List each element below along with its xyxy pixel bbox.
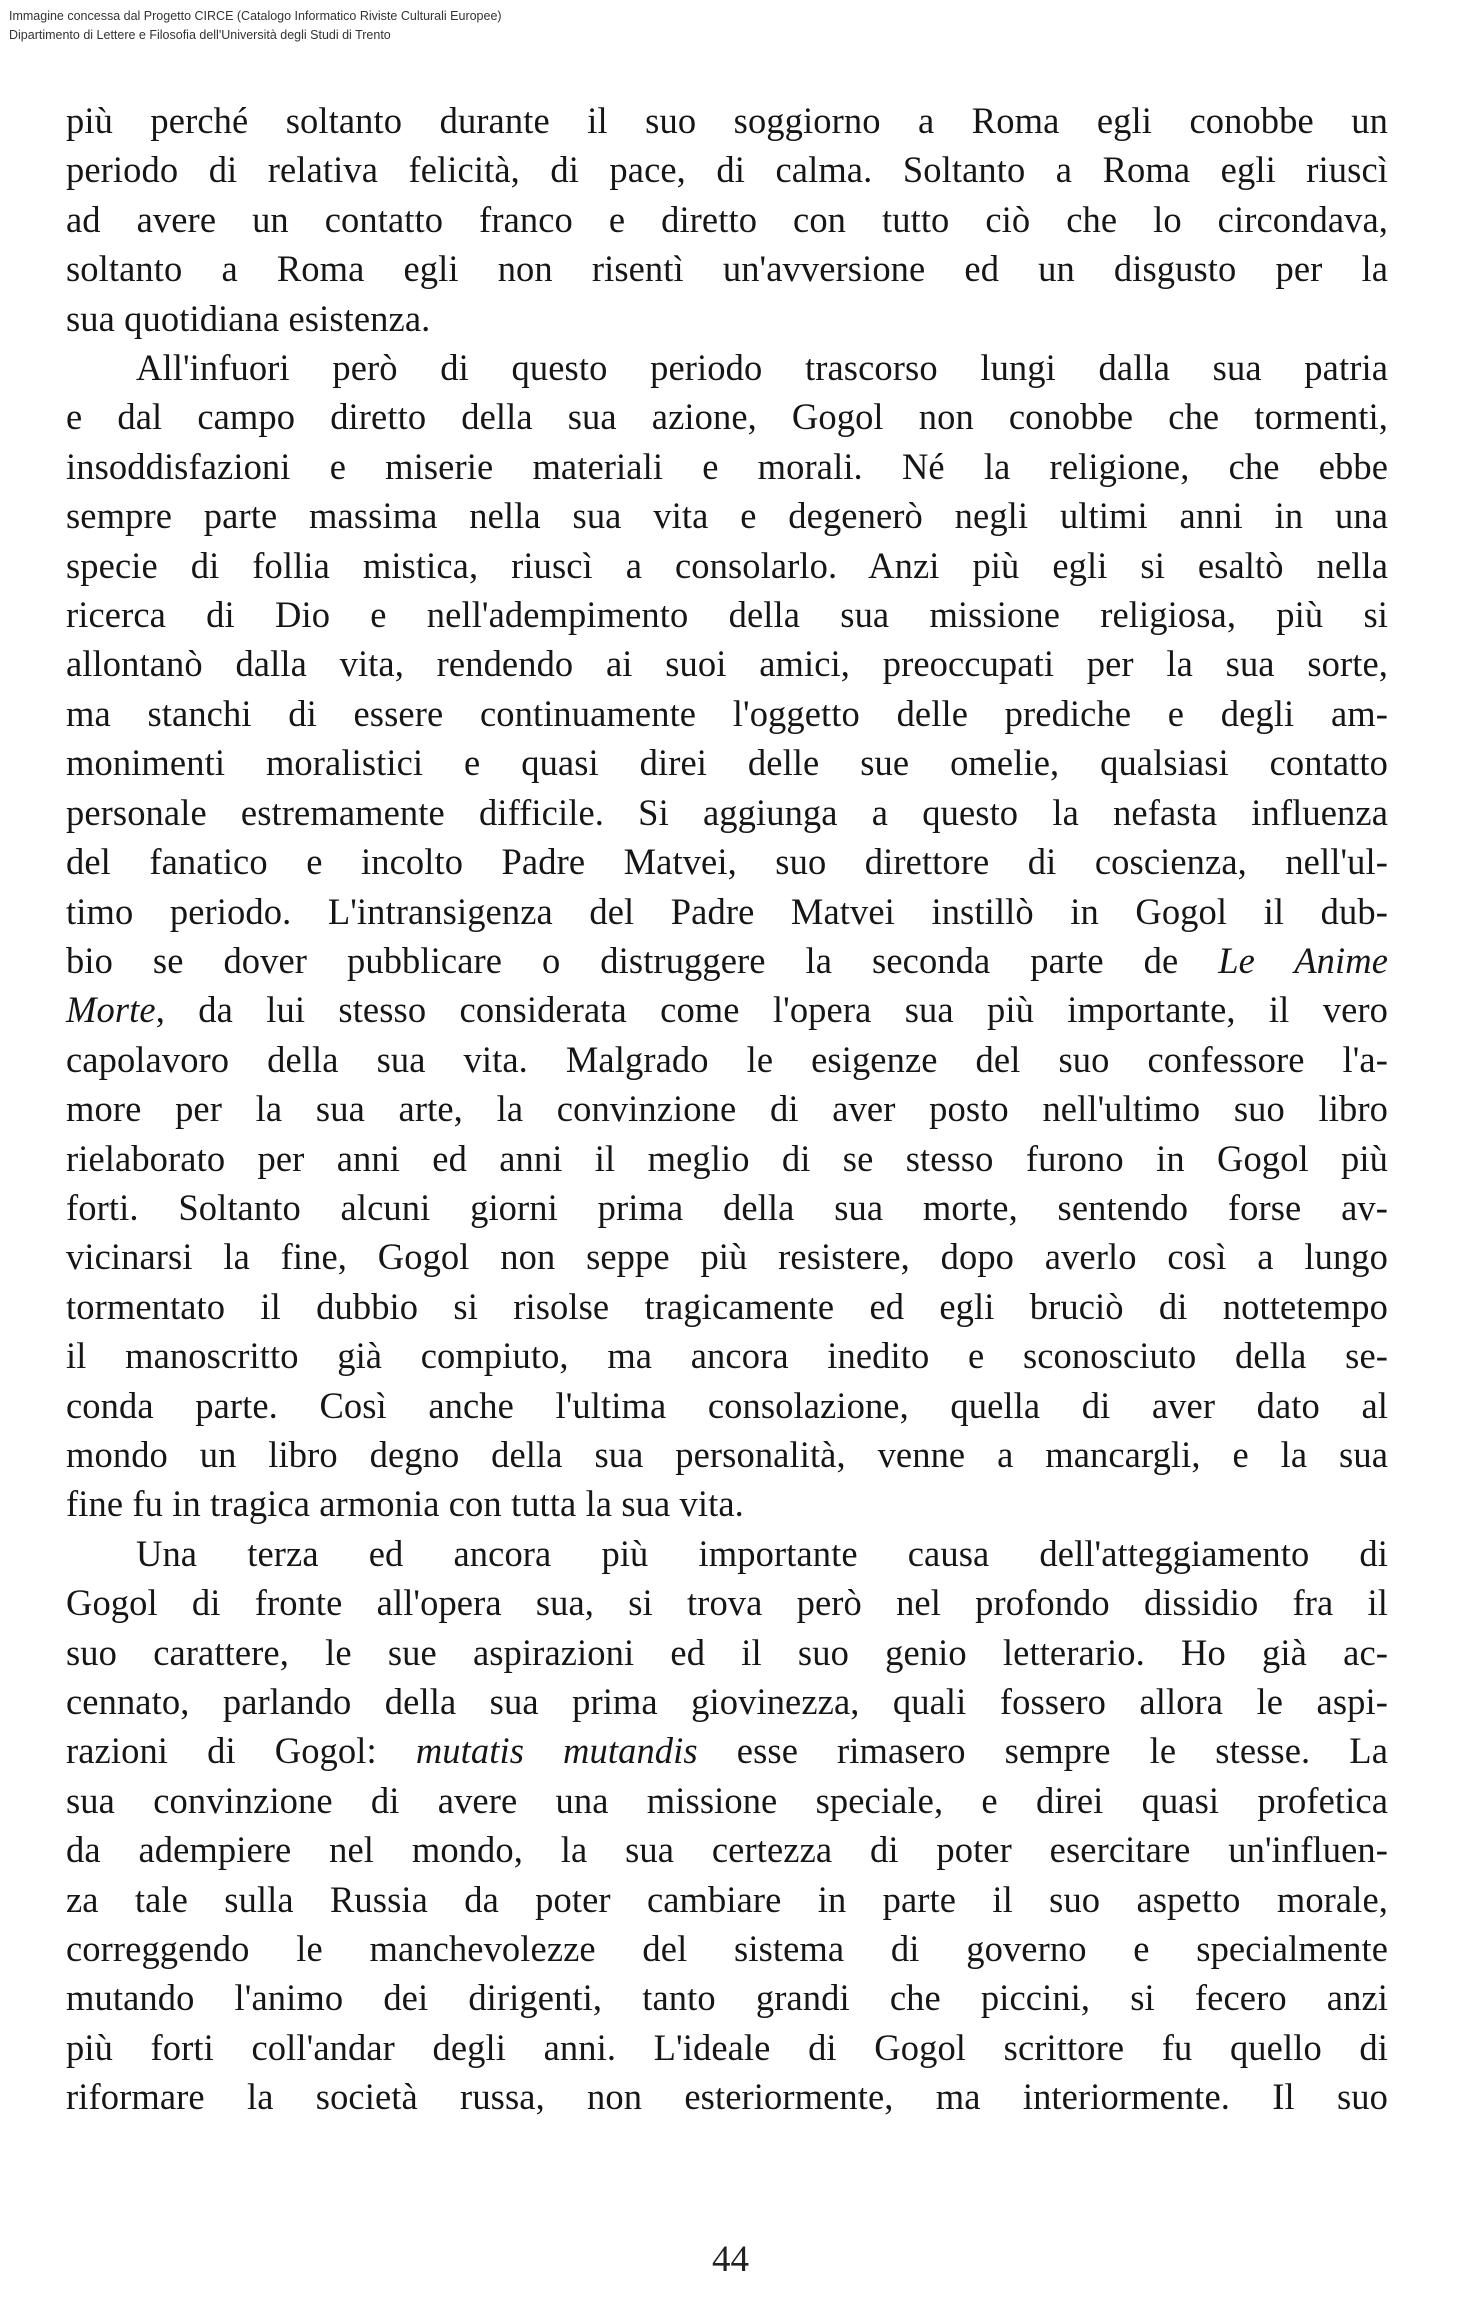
text-line: ricerca di Dio e nell'adempimento della sua missione religiosa, più si [66, 594, 1388, 636]
text-line: suo carattere, le sue aspirazioni ed il suo genio letterario. Ho già ac- [66, 1631, 1388, 1673]
text-line: All'infuori però di questo periodo trascorso lungi dalla sua patria [136, 347, 1388, 389]
text-line: soltanto a Roma egli non risentì un'avversione ed un disgusto per la [66, 248, 1388, 290]
text-line: sua quotidiana esistenza. [66, 297, 431, 339]
page-number: 44 [712, 2239, 749, 2280]
text-line: fine fu in tragica armonia con tutta la sua vita. [66, 1483, 744, 1525]
text-line: capolavoro della sua vita. Malgrado le esigenze del suo confessore l'a- [66, 1038, 1388, 1080]
text-line: mutando l'animo dei dirigenti, tanto grandi che piccini, si fecero anzi [66, 1977, 1388, 2019]
text-line: specie di follia mistica, riuscì a consolarlo. Anzi più egli si esaltò nella [66, 544, 1388, 586]
text-line: sua convinzione di avere una missione speciale, e direi quasi profetica [66, 1779, 1388, 1821]
text-line: mondo un libro degno della sua personalità, venne a mancargli, e la sua [66, 1433, 1388, 1475]
body-text [66, 96, 1388, 2122]
text-line: riformare la società russa, non esteriormente, ma interiormente. Il suo [66, 2076, 1388, 2118]
text-line: periodo di relativa felicità, di pace, di calma. Soltanto a Roma egli riuscì [66, 149, 1388, 191]
text-line: allontanò dalla vita, rendendo ai suoi amici, preoccupati per la sua sorte, [66, 643, 1388, 685]
text-line: più perché soltanto durante il suo soggiorno a Roma egli conobbe un [66, 100, 1388, 141]
text-line: sempre parte massima nella sua vita e degenerò negli ultimi anni in una [66, 495, 1388, 537]
text-line: Gogol di fronte all'opera sua, si trova però nel profondo dissidio fra il [66, 1582, 1388, 1624]
credit-line-1: Immagine concessa dal Progetto CIRCE (Catalogo Informatico Riviste Culturali Europee) [9, 9, 502, 23]
text-line: monimenti moralistici e quasi direi delle sue omelie, qualsiasi contatto [66, 742, 1388, 784]
credit-line-2: Dipartimento di Lettere e Filosofia dell'Università degli Studi di Trento [9, 28, 391, 42]
text-line: cennato, parlando della sua prima giovinezza, quali fossero allora le aspi- [66, 1681, 1388, 1722]
text-line: il manoscritto già compiuto, ma ancora inedito e sconosciuto della se- [66, 1335, 1388, 1377]
text-line: ma stanchi di essere continuamente l'oggetto delle prediche e degli am- [66, 692, 1388, 734]
text-line: bio se dover pubblicare o distruggere la seconda parte de Le Anime [66, 939, 1389, 981]
text-line: personale estremamente difficile. Si aggiunga a questo la nefasta influenza [66, 791, 1388, 833]
text-line: vicinarsi la fine, Gogol non seppe più resistere, dopo averlo così a lungo [66, 1236, 1388, 1278]
text-line: correggendo le manchevolezze del sistema di governo e specialmente [66, 1928, 1388, 1970]
text-line: più forti coll'andar degli anni. L'ideale di Gogol scrittore fu quello di [66, 2026, 1388, 2068]
text-line: razioni di Gogol: mutatis mutandis esse rimasero sempre le stesse. La [66, 1730, 1389, 1772]
text-line: forti. Soltanto alcuni giorni prima della sua morte, sentendo forse av- [66, 1186, 1388, 1228]
paragraph-2 [66, 343, 1388, 1529]
text-line: rielaborato per anni ed anni il meglio di se stesso furono in Gogol più [66, 1137, 1388, 1179]
text-line: za tale sulla Russia da poter cambiare in parte il suo aspetto morale, [66, 1878, 1388, 1920]
text-line: Una terza ed ancora più importante causa dell'atteggiamento di [136, 1532, 1388, 1574]
text-line: del fanatico e incolto Padre Matvei, suo direttore di coscienza, nell'ul- [66, 841, 1388, 883]
text-line: e dal campo diretto della sua azione, Gogol non conobbe che tormenti, [66, 396, 1388, 438]
text-line: more per la sua arte, la convinzione di aver posto nell'ultimo suo libro [66, 1088, 1388, 1130]
text-line: da adempiere nel mondo, la sua certezza di poter esercitare un'influen- [66, 1829, 1388, 1871]
text-line: insoddisfazioni e miserie materiali e morali. Né la religione, che ebbe [66, 445, 1388, 487]
text-line: conda parte. Così anche l'ultima consolazione, quella di aver dato al [66, 1384, 1388, 1426]
text-line: ad avere un contatto franco e diretto con tutto ciò che lo circondava, [66, 198, 1388, 240]
text-line: tormentato il dubbio si risolse tragicamente ed egli bruciò di nottetempo [66, 1285, 1388, 1327]
paragraph-3 [66, 1529, 1388, 2122]
text-line: timo periodo. L'intransigenza del Padre Matvei instillò in Gogol il dub- [66, 890, 1388, 932]
digitization-credit [9, 7, 502, 45]
paragraph-1 [66, 96, 1388, 343]
text-line: Morte, da lui stesso considerata come l'opera sua più importante, il vero [66, 989, 1388, 1031]
